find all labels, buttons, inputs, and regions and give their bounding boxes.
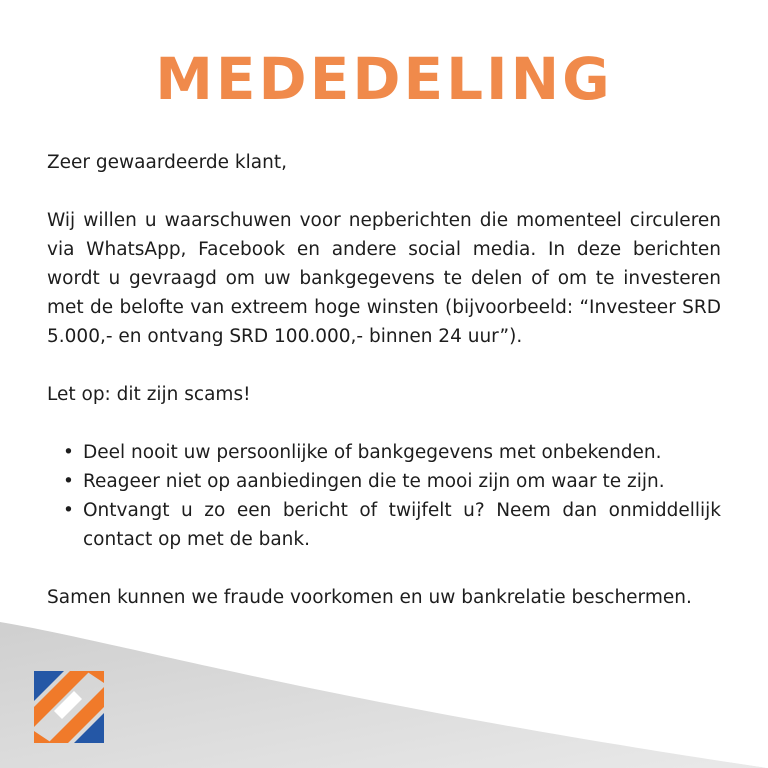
bullet-icon: • (63, 442, 74, 463)
list-item (63, 467, 721, 496)
notice-body (47, 148, 721, 612)
tip-text: Deel nooit uw persoonlijke of bankgegevens met onbekenden. (83, 442, 662, 463)
list-item (63, 438, 721, 467)
list-item (63, 496, 721, 554)
tips-list (47, 438, 721, 554)
warning-paragraph: Wij willen u waarschuwen voor nepberichten die momenteel circuleren via WhatsApp, Facebook en andere social media. In deze berichten wordt u gevraagd om uw bankgegevens te delen of om te investeren met de belofte van extreem hoge winsten (bijvoorbeeld: “Investeer SRD 5.000,- en ontvang SRD 100.000,- binnen 24 uur”). (47, 210, 721, 347)
bullet-icon: • (63, 471, 74, 492)
page-title: MEDEDELING (155, 45, 613, 113)
greeting: Zeer gewaardeerde klant, (47, 152, 287, 173)
tip-text: Reageer niet op aanbiedingen die te mooi zijn om waar te zijn. (83, 471, 665, 492)
closing-sentence: Samen kunnen we fraude voorkomen en uw bankrelatie beschermen. (47, 587, 692, 608)
tip-text: Ontvangt u zo een bericht of twijfelt u? Neem dan onmiddellijk contact op met de bank. (83, 500, 721, 550)
scam-warning: Let op: dit zijn scams! (47, 384, 251, 405)
bullet-icon: • (63, 500, 74, 521)
bank-logo-icon (34, 671, 104, 743)
